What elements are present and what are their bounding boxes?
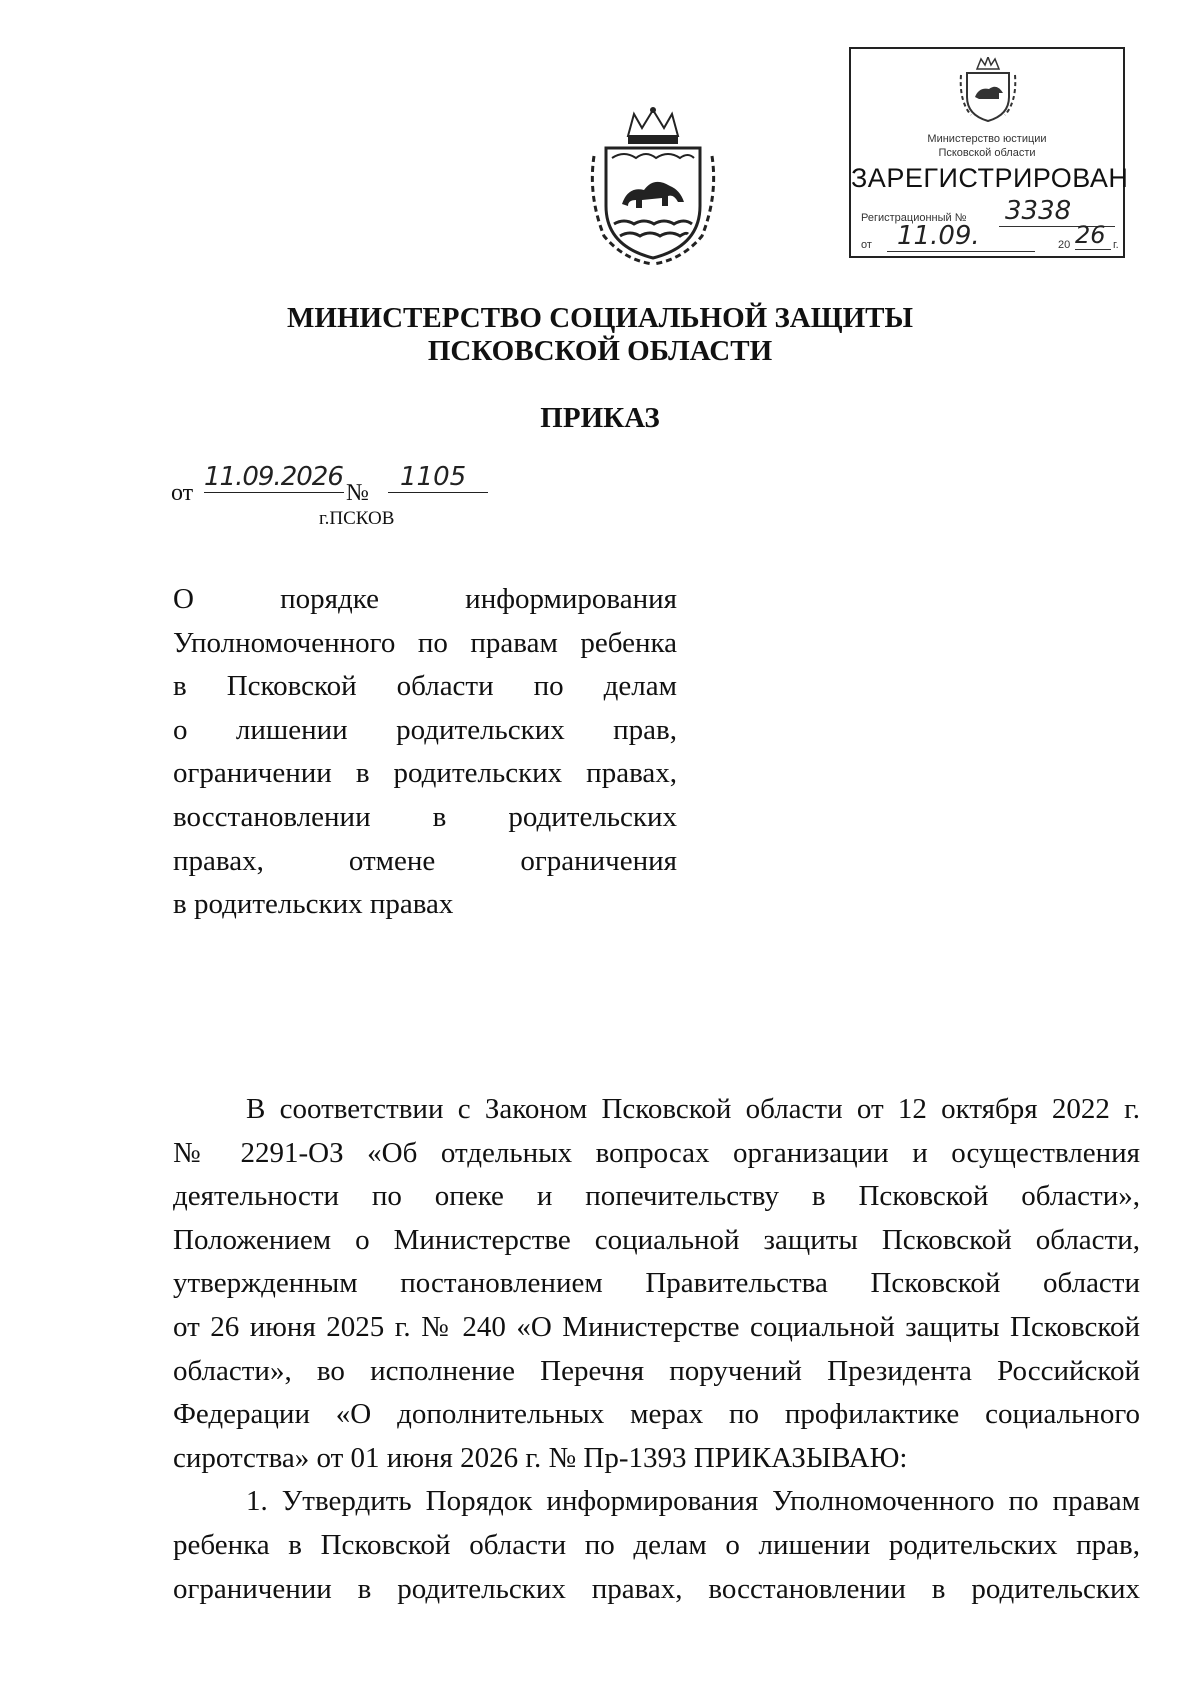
- body-line: ограничении в родительских правах, восстановлении в родительских: [173, 1572, 1140, 1605]
- order-subject: [173, 578, 677, 927]
- order-date-label: от: [171, 480, 194, 506]
- body-line: деятельности по опеке и попечительству в Псковской области»,: [173, 1180, 1140, 1213]
- subject-line: в родительских правах: [173, 888, 454, 921]
- body-line: от 26 июня 2025 г. № 240 «О Министерстве социальной защиты Псковской: [173, 1310, 1140, 1343]
- order-number-handwritten: 1105: [388, 462, 488, 493]
- body-line: В соответствии с Законом Псковской области от 12 октября 2022 г.: [246, 1093, 1140, 1125]
- stamp-reg-number-handwritten: 3338: [999, 196, 1115, 227]
- registration-stamp: [849, 47, 1129, 258]
- body-line: сиротства» от 01 июня 2026 г. № Пр-1393 ПРИКАЗЫВАЮ:: [173, 1441, 908, 1474]
- stamp-ministry-line1: Министерство юстиции: [927, 133, 1047, 145]
- order-title: ПРИКАЗ: [540, 402, 660, 434]
- stamp-from-label: от: [861, 239, 872, 251]
- stamp-year-suffix: г.: [1113, 239, 1119, 251]
- body-line: области», во исполнение Перечня поручений Президента Российской: [173, 1354, 1140, 1387]
- stamp-year-prefix: 20: [1058, 239, 1071, 251]
- body-line: ребенка в Псковской области по делам о лишении родительских прав,: [173, 1528, 1140, 1561]
- stamp-reg-number-label: Регистрационный №: [861, 212, 967, 224]
- stamp-coat-of-arms-icon: [959, 57, 1017, 123]
- ministry-title-line1: МИНИСТЕРСТВО СОЦИАЛЬНОЙ ЗАЩИТЫ: [287, 302, 913, 334]
- body-line: Положением о Министерстве социальной защиты Псковской области,: [173, 1223, 1140, 1256]
- subject-line: в Псковской области по делам: [173, 670, 677, 703]
- body-line: Федерации «О дополнительных мерах по профилактике социального: [173, 1398, 1140, 1431]
- order-body-text: [173, 1088, 1140, 1611]
- subject-line: Уполномоченного по правам ребенка: [173, 626, 677, 659]
- body-line: № 2291-ОЗ «Об отдельных вопросах организации и осуществления: [173, 1136, 1140, 1169]
- body-line: утвержденным постановлением Правительства Псковской области: [173, 1267, 1140, 1300]
- subject-line: восстановлении в родительских: [173, 800, 677, 833]
- subject-line: ограничении в родительских правах,: [173, 757, 677, 790]
- order-city: г.ПСКОВ: [319, 508, 395, 529]
- stamp-ministry-line2: Псковской области: [938, 147, 1036, 159]
- pskov-coat-of-arms-emblem: [584, 106, 722, 266]
- stamp-date-handwritten: 11.09.: [887, 221, 1035, 252]
- subject-line: о лишении родительских прав,: [173, 713, 677, 746]
- subject-line: правах, отмене ограничения: [173, 844, 677, 877]
- order-date-handwritten: 11.09.2026: [204, 462, 343, 492]
- order-number-label: №: [346, 480, 369, 506]
- stamp-registered-status: ЗАРЕГИСТРИРОВАН: [851, 163, 1129, 193]
- body-line: 1. Утвердить Порядок информирования Уполномоченного по правам: [246, 1485, 1140, 1518]
- ministry-title-line2: ПСКОВСКОЙ ОБЛАСТИ: [427, 335, 773, 367]
- subject-line: О порядке информирования: [173, 583, 677, 615]
- stamp-year-handwritten: 26: [1075, 221, 1111, 250]
